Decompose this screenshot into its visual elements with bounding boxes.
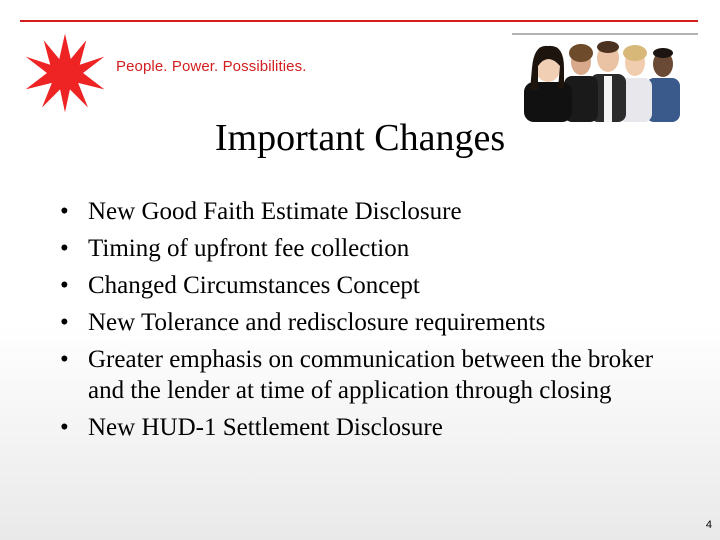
bullet-icon: •: [60, 272, 69, 299]
red-starburst-icon: [24, 32, 106, 114]
bullet-text: New HUD-1 Settlement Disclosure: [88, 414, 443, 441]
bullet-text: Changed Circumstances Concept: [88, 272, 420, 299]
bullet-item: [60, 196, 660, 227]
person-1: [524, 46, 572, 122]
group-of-people-photo: [522, 38, 684, 122]
company-tagline: People. Power. Possibilities.: [116, 58, 307, 75]
bullet-text: New Good Faith Estimate Disclosure: [88, 198, 462, 225]
bullet-list: [60, 196, 660, 449]
bullet-item: [60, 233, 660, 264]
bullet-item: [60, 344, 660, 406]
bullet-text: Timing of upfront fee collection: [88, 235, 410, 262]
bullet-icon: •: [60, 198, 69, 225]
page-number: 4: [705, 519, 712, 531]
bullet-item: [60, 307, 660, 338]
bullet-text: New Tolerance and redisclosure requirements: [88, 309, 546, 336]
bullet-icon: •: [60, 235, 69, 262]
bullet-item: [60, 270, 660, 301]
bullet-item: [60, 412, 660, 443]
bullet-text: Greater emphasis on communication between the broker and the lender at time of application through closing: [88, 346, 654, 404]
slide-title: Important Changes: [214, 117, 506, 159]
header-rule: [20, 20, 698, 22]
photo-rule: [512, 33, 698, 35]
bullet-icon: •: [60, 346, 69, 373]
bullet-icon: •: [60, 414, 69, 441]
bullet-icon: •: [60, 309, 69, 336]
